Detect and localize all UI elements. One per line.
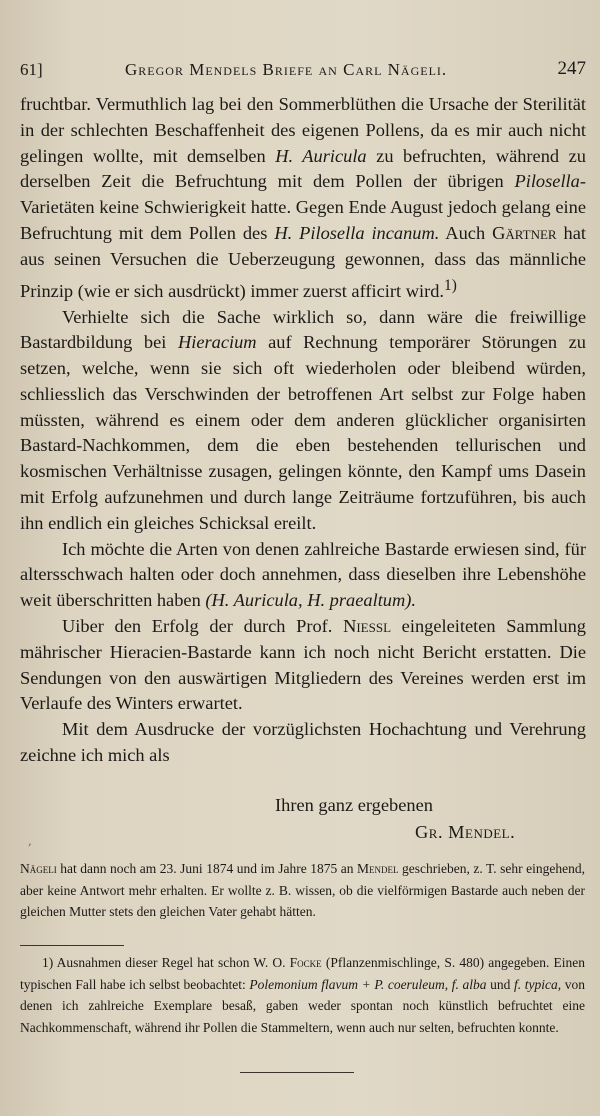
footnote [20,952,585,1038]
text-run: eingeleiteten Sammlung mährischer Hieracien-Bastarde kann ich noch nicht Bericht erstatten. Die Sendungen von den auswärtigen Mitgliedern des Vereines werden erst im Verlaufe des Winters erwartet. [20,616,586,714]
footnote-paragraph [20,952,585,1038]
paragraph-3 [20,537,586,614]
paragraph-2 [20,305,586,537]
text-run: und [486,976,515,992]
text-run: (Pflanzenmischlinge, S. 480) angegeben. Einen typischen Fall habe ich selbst beobachtet: [20,955,585,992]
text-run: Verhielte sich die Sache wirklich so, dann wäre die freiwillige Bastardbildung bei [20,306,586,353]
small-caps-name: Mendel [357,861,399,876]
header-title: Gregor Mendels Briefe an Carl Nägeli. [125,60,448,79]
text-run: auf Rechnung temporärer Störungen zu setzen, welche, wenn sie sich oft wiederholen oder bleibend würden, schliesslich das Verschwinden der betroffenen Art selbst zur Folge haben müssten, während es einem oder dem anderen glücklicher organisirten Bastard-Nachkommen, dem die eben bestehenden tellurischen und kosmischen Verhältnisse zusagen, gelingen könnte, den Kampf ums Dasein mit Erfolg aufzunehmen und durch lange Zeiträume fortzuführen, bis auch ihn endlich ein gleiches Schicksal ereilt. [20,332,586,533]
text-run: fruchtbar. Vermuthlich lag bei den Sommerblüthen die Ursache der Sterilität in der schlechten Beschaffenheit des eigenen Pollens, da es mir auch nicht gelingen wollte, mit demselben [20,94,586,166]
text-run: geschrieben, z. T. sehr eingehend, aber keine Antwort mehr erhalten. Er wollte z. B. wissen, ob die vielförmigen Bastarde auch neben der gleichen Mutter stets den gleichen Vater gehabt hätten. [20,861,585,919]
footnote-rule [20,945,124,946]
paragraph-1 [20,92,586,305]
text-run: hat aus seinen Versuchen die Ueberzeugung gewonnen, dass das männliche Prinzip (wie er sich ausdrückt) immer zuerst afficirt wird. [20,222,587,301]
paragraph-5: Mit dem Ausdrucke der vorzüglichsten Hochachtung und Verehrung zeichne ich mich als [20,719,586,766]
italic-run: Pilosella [514,171,580,192]
italic-run: Polemonium flavum + P. coeruleum, f. alba [249,976,487,992]
small-caps-name: Niessl [343,616,392,637]
page-number: 247 [557,58,586,79]
editor-note [20,858,585,923]
text-run: -Varietäten keine Schwierigkeit hatte. Gegen Ende August jedoch gelang eine Befruchtung mit dem Pollen des [20,171,586,243]
italic-run: Hieracium [177,332,257,353]
small-caps-name: Focke [289,955,322,970]
note-paragraph [20,858,585,923]
footnote-marker: 1) [444,276,457,294]
small-caps-name: Nägeli [20,861,57,876]
text-run: hat dann noch am 23. Juni 1874 und im Jahre 1875 an [56,861,357,876]
text-run: Auch [439,222,493,243]
margin-mark: , [28,834,32,848]
text-run: von denen ich zahlreiche Exemplare besaß, gaben weder spontan noch künstlich befruchtet eine Nachkommenschaft, während ihr Pollen die Stammeltern, wenn auch nur selten, befruchten konnte. [20,976,586,1035]
header-left-number: 61] [20,60,43,79]
text-run: Uiber den Erfolg der durch Prof. [62,616,344,637]
bottom-rule [240,1072,354,1073]
small-caps-name: Gärtner [492,222,557,243]
closing-line: Ihren ganz ergebenen [275,795,433,815]
text-run: Ich möchte die Arten von denen zahlreiche Bastarde erwiesen sind, für altersschwach halten oder doch annehmen, dass dieselben ihre Lebenshöhe weit überschritten haben [20,538,586,611]
text-run: 1) Ausnahmen dieser Regel hat schon W. O. [42,955,290,970]
italic-run: f. typica, [514,976,562,992]
italic-run: (H. Auricula, H. praealtum). [205,590,416,611]
letter-body [20,92,586,769]
italic-run: H. Pilosella incanum. [274,222,440,243]
text-run: zu befruchten, während zu derselben Zeit die Befruchtung mit dem Pollen der übrigen [20,145,586,192]
italic-run: H. Auricula [275,145,367,166]
paragraph-4 [20,614,586,717]
signature: Gr. Mendel. [415,822,516,842]
running-header [20,58,586,88]
